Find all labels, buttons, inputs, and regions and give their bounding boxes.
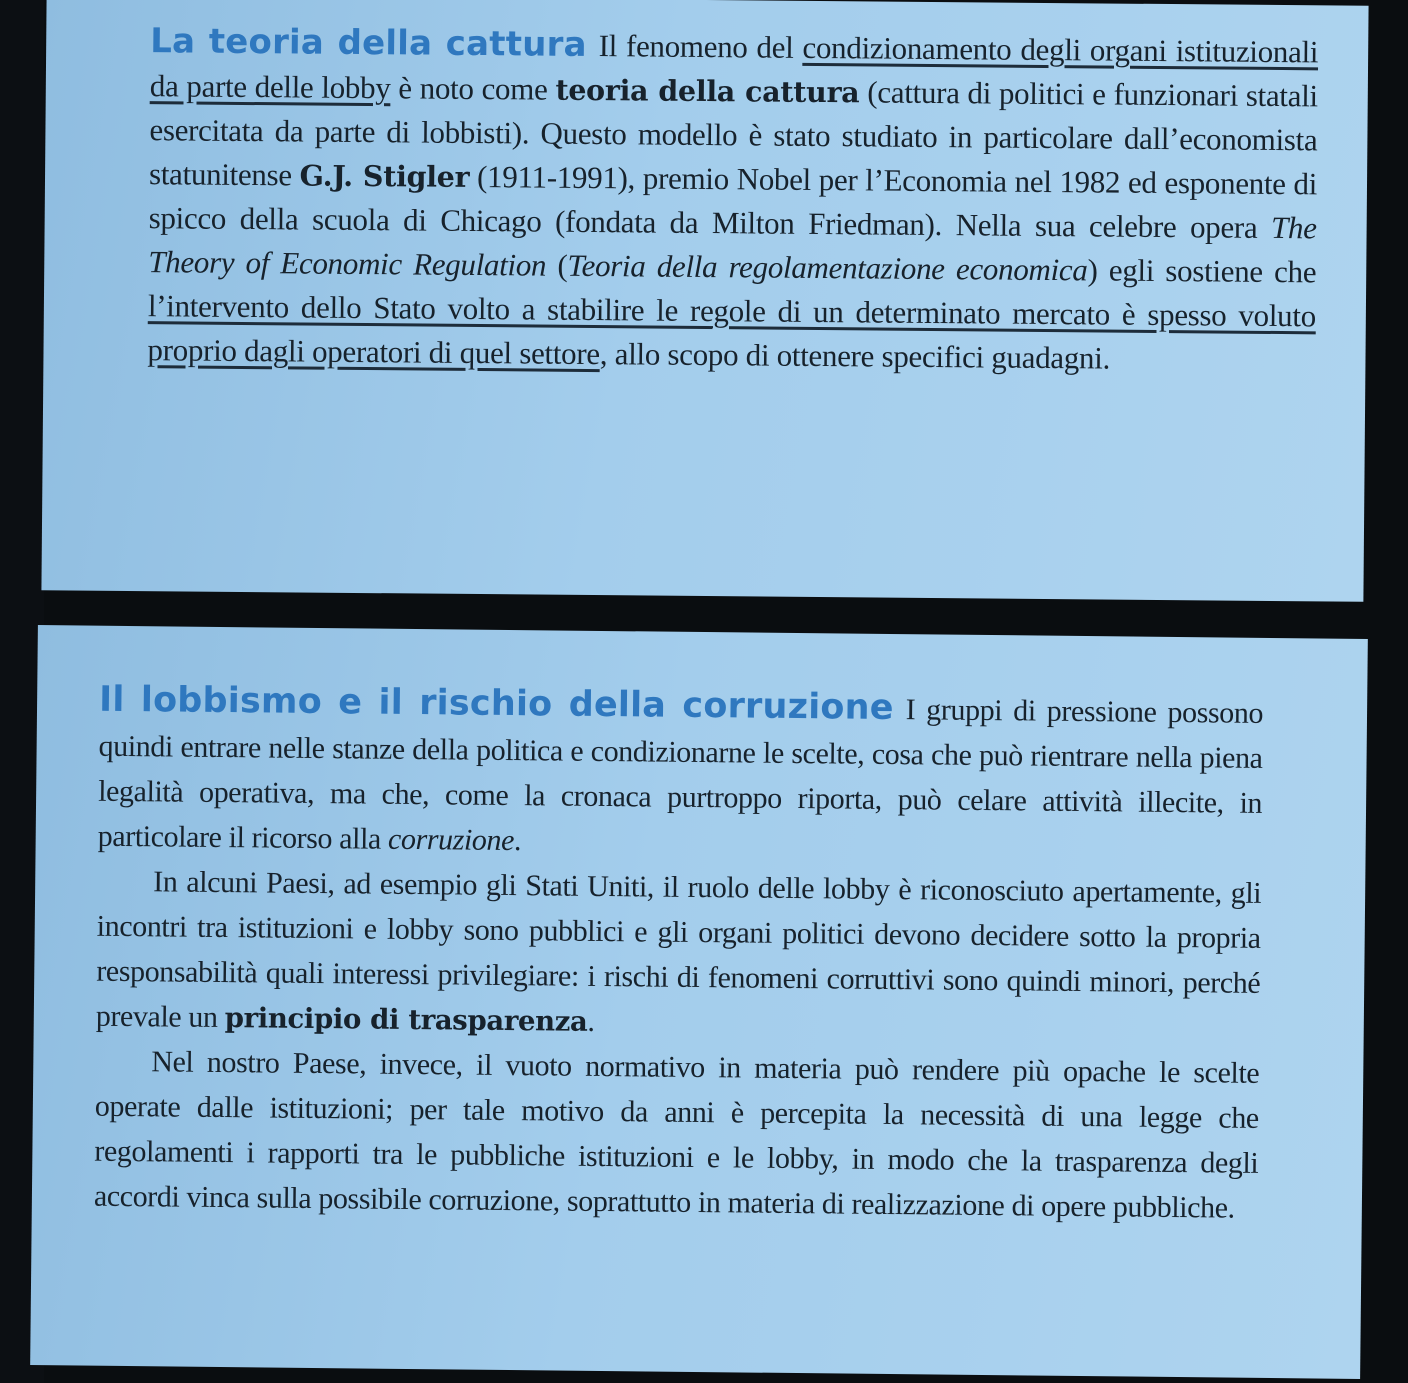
text-run: I gruppi di pressione possono quindi entrare nelle stanze della politica e condizionarne le scelte, cosa che può rientrare nella piena legalità operativa, ma che, come la cronaca purtroppo riporta, può celare attività illecite, in particolare il ricorso alla — [97, 693, 1264, 856]
lobbying-paragraph-1 — [97, 678, 1263, 871]
bold-term-stigler: G.J. Stigler — [299, 158, 470, 194]
text-run: è noto come — [398, 70, 548, 107]
theory-of-capture-paragraph — [147, 19, 1318, 382]
theory-of-capture-panel — [41, 0, 1368, 602]
lobbying-paragraph-3: Nel nostro Paese, invece, il vuoto normativo in materia può rendere più opache le scelte operate dalle istituzioni; per tale motivo da anni è percepita la necessità di una legge che regolamenti i rapporti tra le pubbliche istituzioni e le lobby, in modo che la trasparenza degli accordi vinca sulla possibile corruzione, soprattutto in materia di realizzazione di opere pubbliche. — [93, 1045, 1260, 1225]
italic-book-title-translation: Teoria della regolamentazione economica — [567, 247, 1088, 288]
underlined-text: condizionamento degli organi istituzionali da parte delle lobby — [149, 29, 1319, 106]
text-run: , allo scopo di ottenere specifici guadagni. — [599, 336, 1111, 376]
bold-term-capture-theory: teoria della cattura — [555, 72, 860, 110]
text-run: ) egli sostiene che — [1087, 252, 1317, 290]
section-heading-corruption: Il lobbismo e il rischio della corruzione — [98, 679, 894, 729]
text-run: . — [587, 1004, 595, 1038]
text-run: (cattura di politici e funzionari statali esercitata da parte di lobbisti). Questo modello è stato studiato in particolare dall’economista statunitense — [148, 74, 1318, 193]
italic-book-title: The Theory of Economic Regulation — [148, 209, 1317, 283]
text-run: In alcuni Paesi, ad esempio gli Stati Uniti, il ruolo delle lobby è riconosciuto apertamente, gli incontri tra istituzioni e lobby sono pubblici e gli organi politici devono decidere sotto la propria responsabilità quali interessi privilegiare: i rischi di fenomeni corruttivi sono quindi minori, perché prevale un — [95, 865, 1262, 1034]
text-run: Il fenomeno del — [598, 28, 794, 65]
lobbying-corruption-panel — [30, 625, 1368, 1379]
bold-term-transparency: principio di trasparenza — [224, 1001, 588, 1038]
underlined-text: l’intervento dello Stato volto a stabilire le regole di un determinato mercato è spesso voluto proprio dagli operatori di quel settore — [147, 288, 1317, 372]
text-run: . — [513, 824, 522, 858]
text-run: (1911-1991), premio Nobel per l’Economia nel 1982 ed esponente di spicco della scuola di Chicago (fondata da Milton Friedman). Nella sua celebre opera — [148, 159, 1318, 245]
text-run: ( — [557, 247, 568, 283]
section-heading-capture: La teoria della cattura — [150, 21, 587, 65]
italic-term-corruption: corruzione — [387, 822, 515, 858]
lobbying-paragraph-2 — [96, 859, 1262, 1051]
